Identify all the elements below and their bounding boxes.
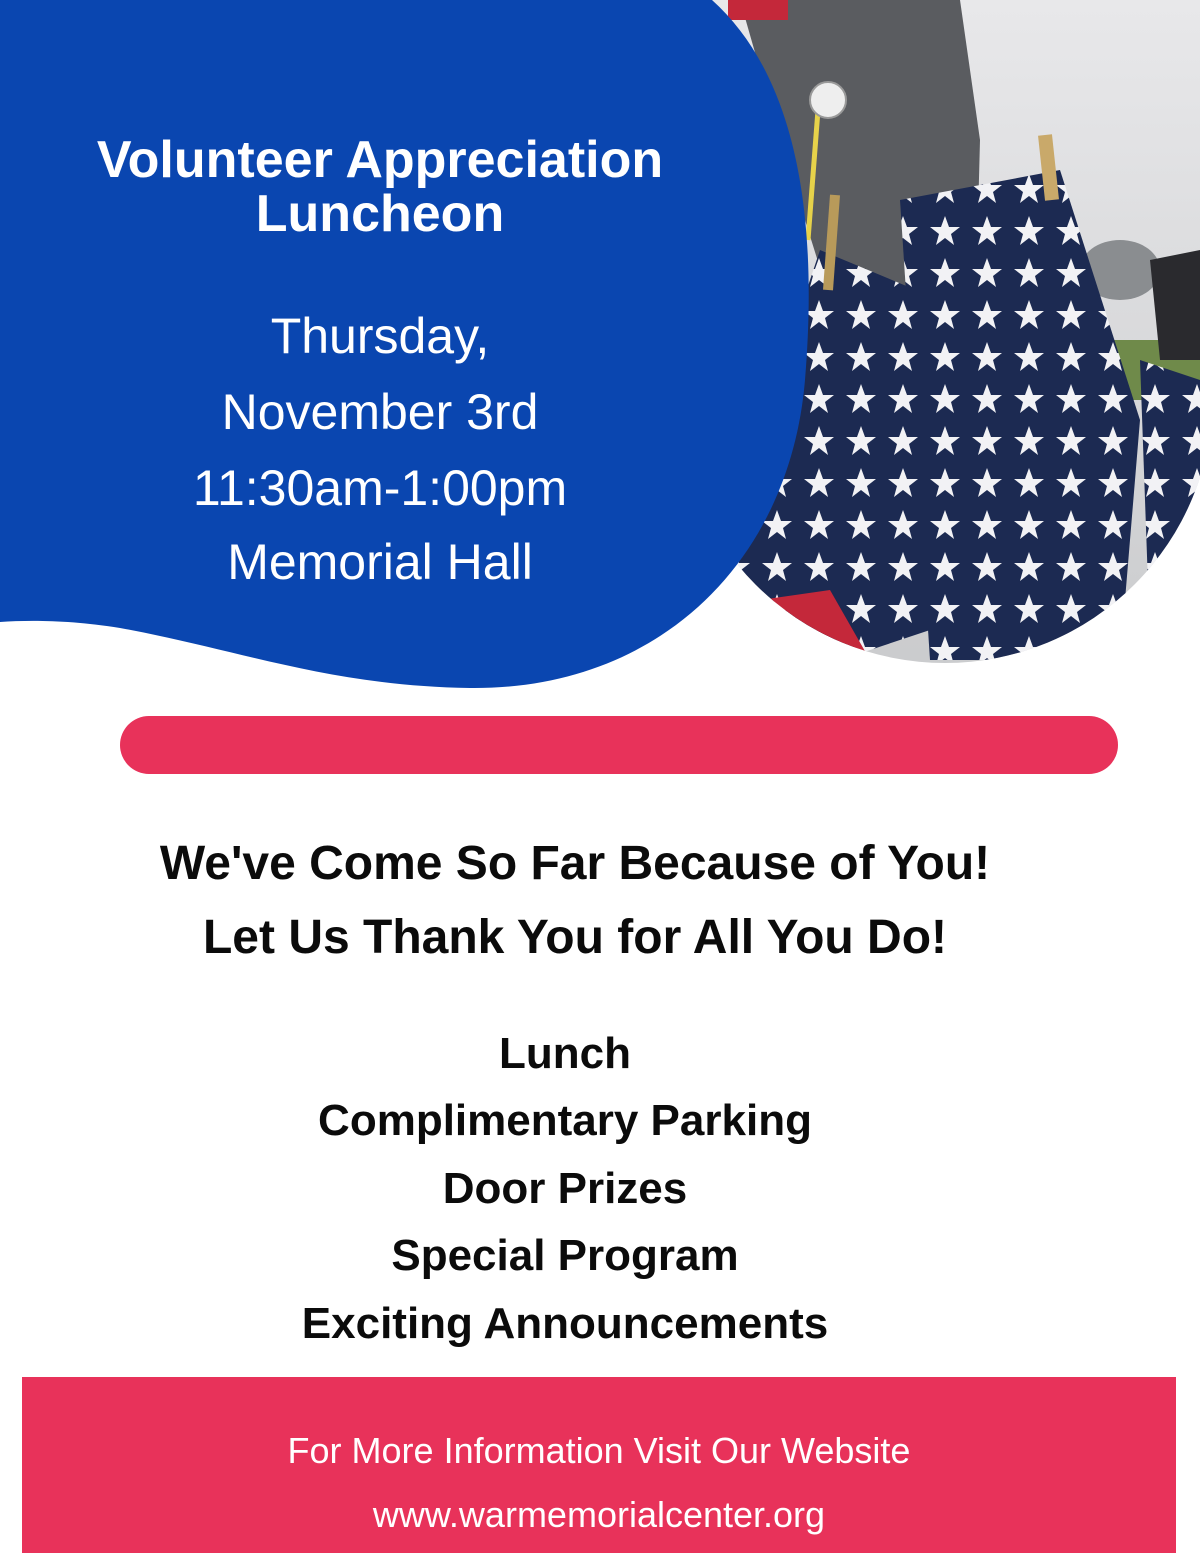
event-location: Memorial Hall [227,534,533,590]
accent-bar [120,716,1118,774]
event-title-line1: Volunteer Appreciation [96,131,664,189]
footer-banner [22,1377,1176,1553]
perk-item: Complimentary Parking [318,1096,812,1145]
event-date: November 3rd [221,384,539,440]
website-link[interactable]: www.warmemorialcenter.org [372,1494,826,1535]
perk-item: Lunch [499,1029,631,1078]
event-title-line2: Luncheon [255,185,505,243]
perk-item: Exciting Announcements [301,1299,829,1348]
footer-info: For More Information Visit Our Website [287,1430,911,1471]
event-time: 11:30am-1:00pm [192,460,568,516]
perk-item: Special Program [391,1231,739,1280]
tagline-line1: We've Come So Far Because of You! [159,837,991,890]
perk-item: Door Prizes [442,1164,688,1213]
event-day: Thursday, [270,308,490,364]
tagline-line2: Let Us Thank You for All You Do! [202,911,948,964]
